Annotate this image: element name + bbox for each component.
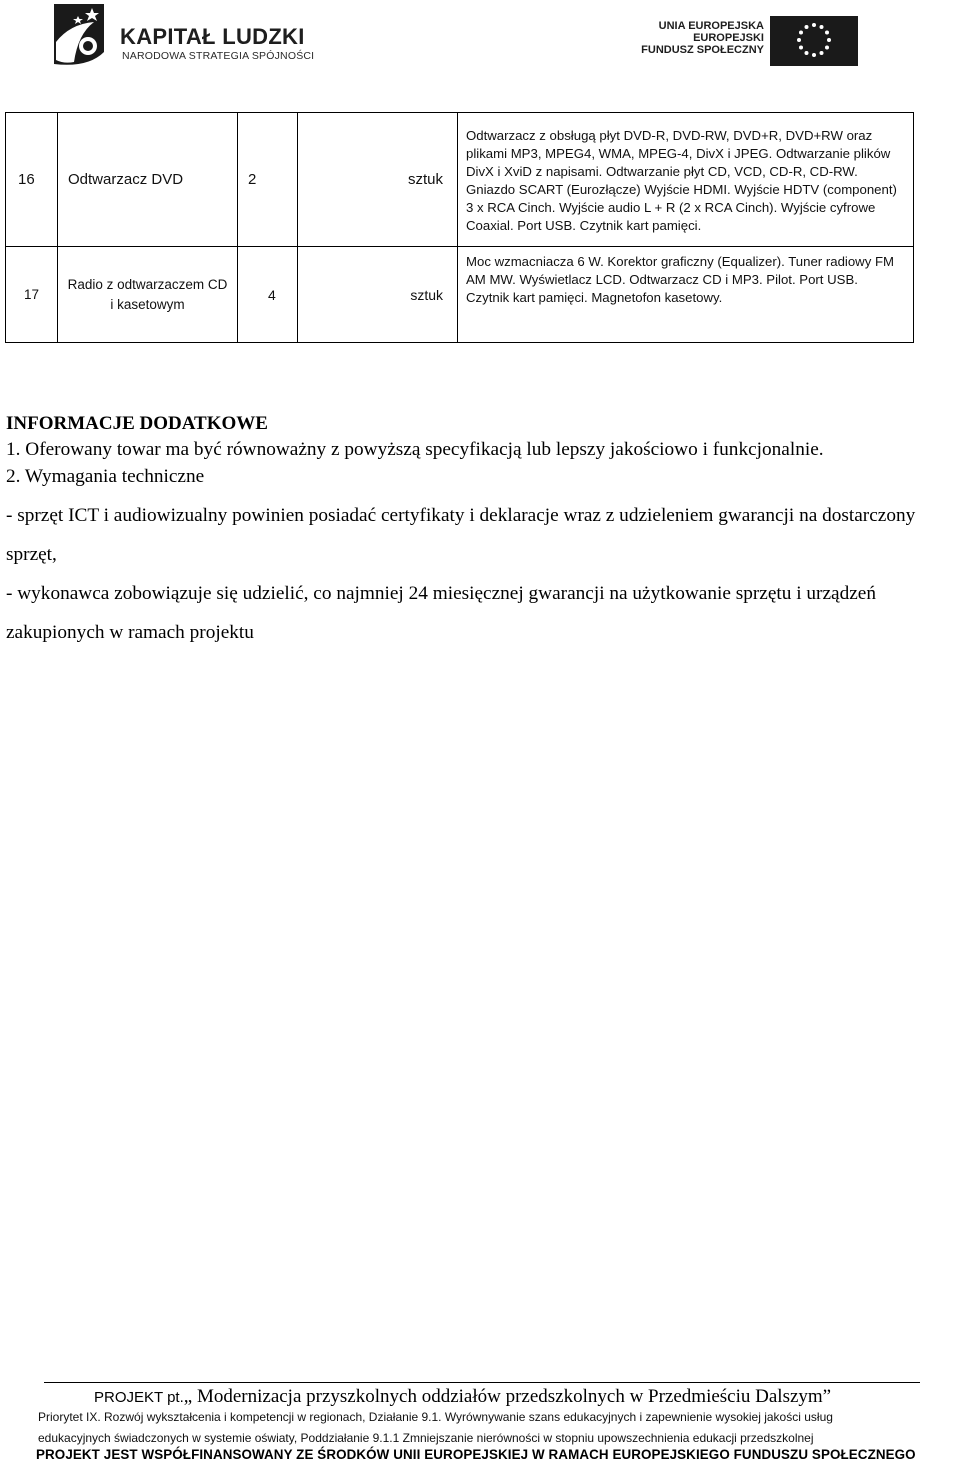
info-bullet-2: - wykonawca zobowiązuje się udzielić, co najmniej 24 miesięcznej gwarancji na użytkowanie sprzętu i urządzeń zakupionych w ramach projektu: [6, 583, 876, 643]
footer-subaction-line: edukacyjnych świadczonych w systemie oświaty, Poddziałanie 9.1.1 Zmniejszanie nierówności w stopniu upowszechnienia edukacji przedszkolnej: [38, 1431, 814, 1445]
eu-logo-line-2: EUROPEJSKI: [693, 32, 764, 44]
item-description: Moc wzmacniacza 6 W. Korektor graficzny (Equalizer). Tuner radiowy FM AM MW. Wyświetlacz LCD. Odtwarzacz CD i MP3. Pilot. Port USB. Czytnik kart pamięci. Magnetofon kasetowy.: [458, 247, 914, 343]
info-point-1: 1. Oferowany towar ma być równoważny z powyższą specyfikacją lub lepszy jakościowo i funkcjonalnie.: [6, 439, 824, 460]
item-name: Radio z odtwarzaczem CD i kasetowym: [58, 247, 238, 343]
footer-project-name: „ Modernizacja przyszkolnych oddziałów przedszkolnych w Przedmieściu Dalszym”: [183, 1386, 832, 1407]
eu-logo-line-3: FUNDUSZ SPOŁECZNY: [641, 44, 764, 56]
info-bullet-1: - sprzęt ICT i audiowizualny powinien posiadać certyfikaty i deklaracje wraz z udzieleniem gwarancji na dostarczony sprzęt,: [6, 505, 916, 565]
item-name: Odtwarzacz DVD: [58, 113, 238, 247]
footer-cofinancing-notice: PROJEKT JEST WSPÓŁFINANSOWANY ZE ŚRODKÓW UNII EUROPEJSKIEJ W RAMACH EUROPEJSKIEGO FUNDUSZU SPOŁECZNEGO: [36, 1447, 916, 1462]
item-unit: sztuk: [298, 247, 458, 343]
section-heading: INFORMACJE DODATKOWE: [6, 413, 268, 434]
item-number: 16: [6, 113, 58, 247]
item-quantity: 2: [238, 113, 298, 247]
kapital-ludzki-emblem-icon: [48, 2, 110, 68]
footer-priority-line: Priorytet IX. Rozwój wykształcenia i kompetencji w regionach, Działanie 9.1. Wyrównywanie szans edukacyjnych i zapewnienie wysokiej jakości usług: [38, 1410, 833, 1424]
footer-project-title: [94, 1386, 831, 1408]
specification-table: [5, 112, 914, 343]
item-quantity: 4: [238, 247, 298, 343]
logo-subtitle: NARODOWA STRATEGIA SPÓJNOŚCI: [122, 50, 315, 62]
footer-divider: [44, 1382, 920, 1383]
eu-logo-line-1: UNIA EUROPEJSKA: [658, 20, 764, 32]
kapital-ludzki-logo: [48, 2, 315, 68]
table-row: [6, 247, 914, 343]
table-row: [6, 113, 914, 247]
eu-logo-text: [641, 20, 764, 56]
item-description: Odtwarzacz z obsługą płyt DVD-R, DVD-RW, DVD+R, DVD+RW oraz plikami MP3, MPEG4, WMA, MPEG-4, DivX i JPEG. Odtwarzanie plików DivX i XviD z napisami. Odtwarzanie płyt CD, VCD, CD-R, CD-RW. Gniazdo SCART (Eurozłącze) Wyjście HDMI. Wyjście HDTV (component) 3 x RCA Cinch. Wyjście audio L + R (2 x RCA Cinch). Wyjście cyfrowe Coaxial. Port USB. Czytnik kart pamięci.: [458, 113, 914, 247]
footer-project-prefix: PROJEKT pt.: [94, 1389, 184, 1406]
eu-flag-icon: [770, 16, 858, 66]
item-unit: sztuk: [298, 113, 458, 247]
logo-title: KAPITAŁ LUDZKI: [120, 24, 305, 49]
additional-info-section: [6, 412, 960, 652]
item-number: 17: [6, 247, 58, 343]
info-point-2: 2. Wymagania techniczne: [6, 466, 205, 487]
eu-logo: [641, 16, 858, 66]
